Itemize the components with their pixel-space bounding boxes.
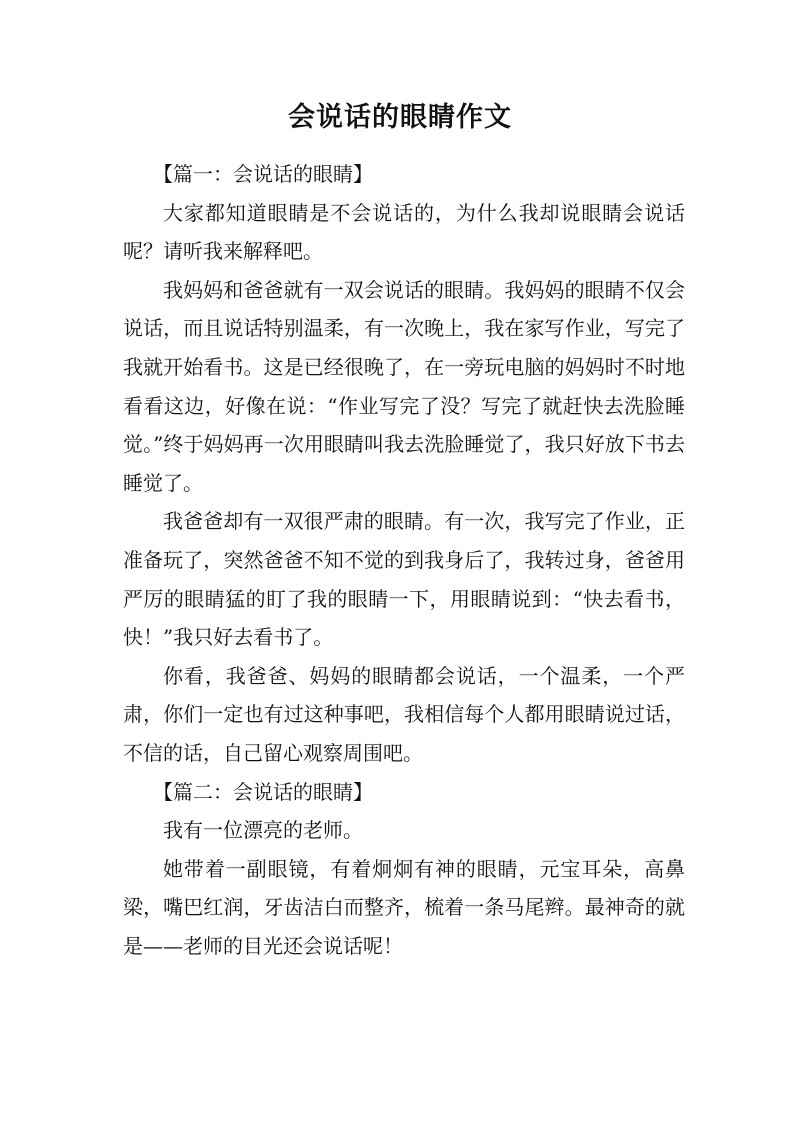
paragraph-mother: 我妈妈和爸爸就有一双会说话的眼睛。我妈妈的眼睛不仅会说话，而且说话特别温柔，有一次晚上，我在家写作业，写完了我就开始看书。这是已经很晚了，在一旁玩电脑的妈妈时不时地看看这边，好像在说：“作业写完了没？写完了就赶快去洗脸睡觉。”终于妈妈再一次用眼睛叫我去洗脸睡觉了，我只好放下书去睡觉了。 xyxy=(123,277,685,495)
document-title: 会说话的眼睛作文 xyxy=(288,102,512,133)
document-body xyxy=(123,155,685,965)
paragraph-father: 我爸爸却有一双很严肃的眼睛。有一次，我写完了作业，正准备玩了，突然爸爸不知不觉的到我身后了，我转过身，爸爸用严厉的眼睛猛的盯了我的眼睛一下，用眼睛说到：“快去看书，快！”我只好去看书了。 xyxy=(123,509,685,650)
section-heading-2: 【篇二：会说话的眼睛】 xyxy=(153,779,373,804)
paragraph-conclusion: 你看，我爸爸、妈妈的眼睛都会说话，一个温柔，一个严肃，你们一定也有过这种事吧，我相信每个人都用眼睛说过话，不信的话，自己留心观察周围吧。 xyxy=(123,663,685,765)
paragraph-teacher-description: 她带着一副眼镜，有着炯炯有神的眼睛，元宝耳朵，高鼻梁，嘴巴红润，牙齿洁白而整齐，梳着一条马尾辫。最神奇的就是——老师的目光还会说话呢！ xyxy=(123,856,685,958)
paragraph-teacher-intro: 我有一位漂亮的老师。 xyxy=(163,818,363,843)
paragraph-intro: 大家都知道眼睛是不会说话的，为什么我却说眼睛会说话呢？请听我来解释吧。 xyxy=(123,200,685,264)
section-heading-1: 【篇一：会说话的眼睛】 xyxy=(153,162,373,186)
